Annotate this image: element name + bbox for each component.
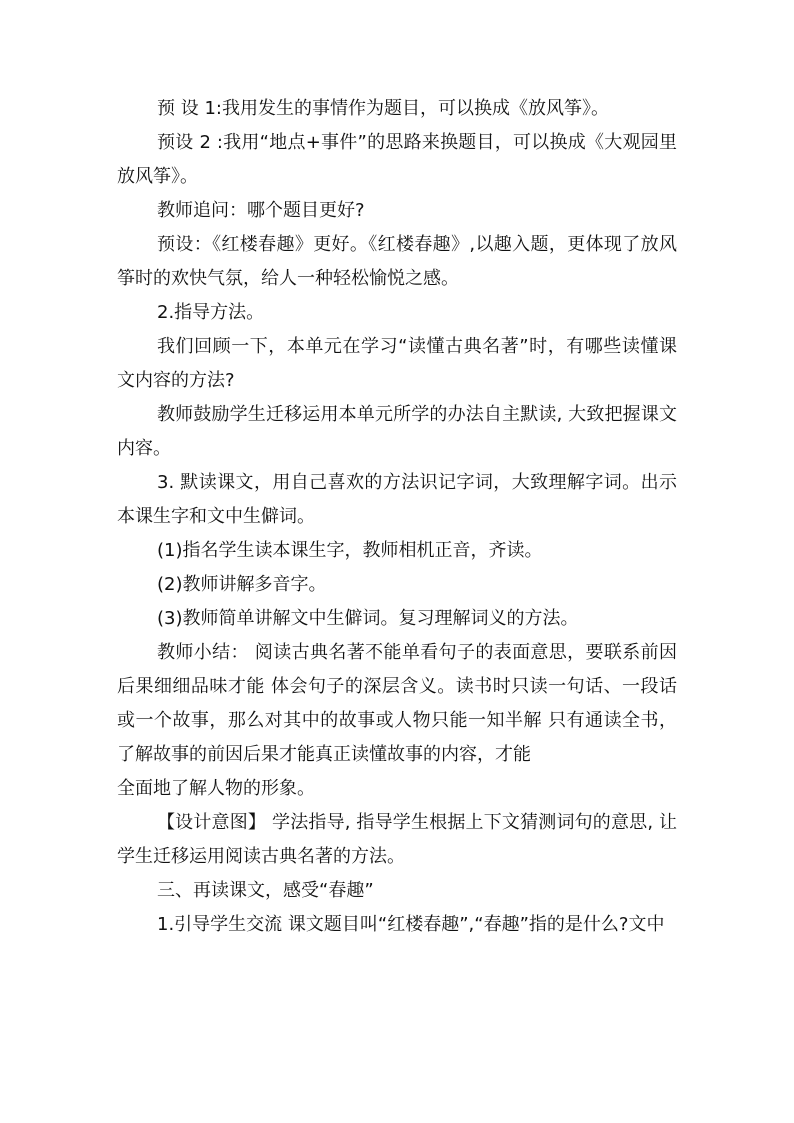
section-heading-reread: 三、再读课文，感受“春趣”	[157, 880, 374, 901]
paragraph-silent-reading: 3. 默读课文，用自己喜欢的方法识记字词，大致理解字词。出示本课生字和文中生僻词。	[117, 472, 677, 527]
paragraph-preset-answer: 预设：《红楼春趣》更好。《红楼春趣》,以趣入题，更体现了放风筝时的欢快气氛，给人一种轻松愉悦之感。	[117, 234, 677, 289]
paragraph-review: 我们回顾一下，本单元在学习“读懂古典名著”时，有哪些读懂课文内容的方法?	[117, 336, 677, 391]
paragraph-step-2: (2)教师讲解多音字。	[157, 574, 327, 595]
paragraph-guide-method: 2.指导方法。	[157, 302, 265, 323]
paragraph-teacher-summary: 教师小结： 阅读古典名著不能单看句子的表面意思，要联系前因后果细细品味才能 体会句子的深层含义。读书时只读一句话、一段话或一个故事，那么对其中的故事或人物只能一知半解 只有通读全书，了解故事的前因后果才能真正读懂故事的内容，才能	[117, 642, 677, 765]
paragraph-summary-end: 全面地了解人物的形象。	[117, 778, 315, 799]
paragraph-teacher-question: 教师追问：哪个题目更好?	[157, 200, 365, 221]
paragraph-student-discussion: 1.引导学生交流 课文题目叫“红楼春趣”,“春趣”指的是什么?文中	[157, 914, 665, 935]
paragraph-step-3: (3)教师简单讲解文中生僻词。复习理解词义的方法。	[157, 608, 579, 629]
paragraph-design-intent: 【设计意图】 学法指导, 指导学生根据上下文猜测词句的意思, 让学生迁移运用阅读古典名著的方法。	[117, 812, 677, 867]
paragraph-step-1: (1)指名学生读本课生字，教师相机正音，齐读。	[157, 540, 543, 561]
document-body	[117, 92, 677, 942]
paragraph-encourage: 教师鼓励学生迁移运用本单元所学的办法自主默读, 大致把握课文内容。	[117, 404, 677, 459]
paragraph-preset-2: 预设 2 :我用“地点+事件”的思路来换题目，可以换成《大观园里放风筝》。	[117, 132, 677, 187]
paragraph-preset-1: 预 设 1:我用发生的事情作为题目，可以换成《放风筝》。	[157, 98, 609, 119]
